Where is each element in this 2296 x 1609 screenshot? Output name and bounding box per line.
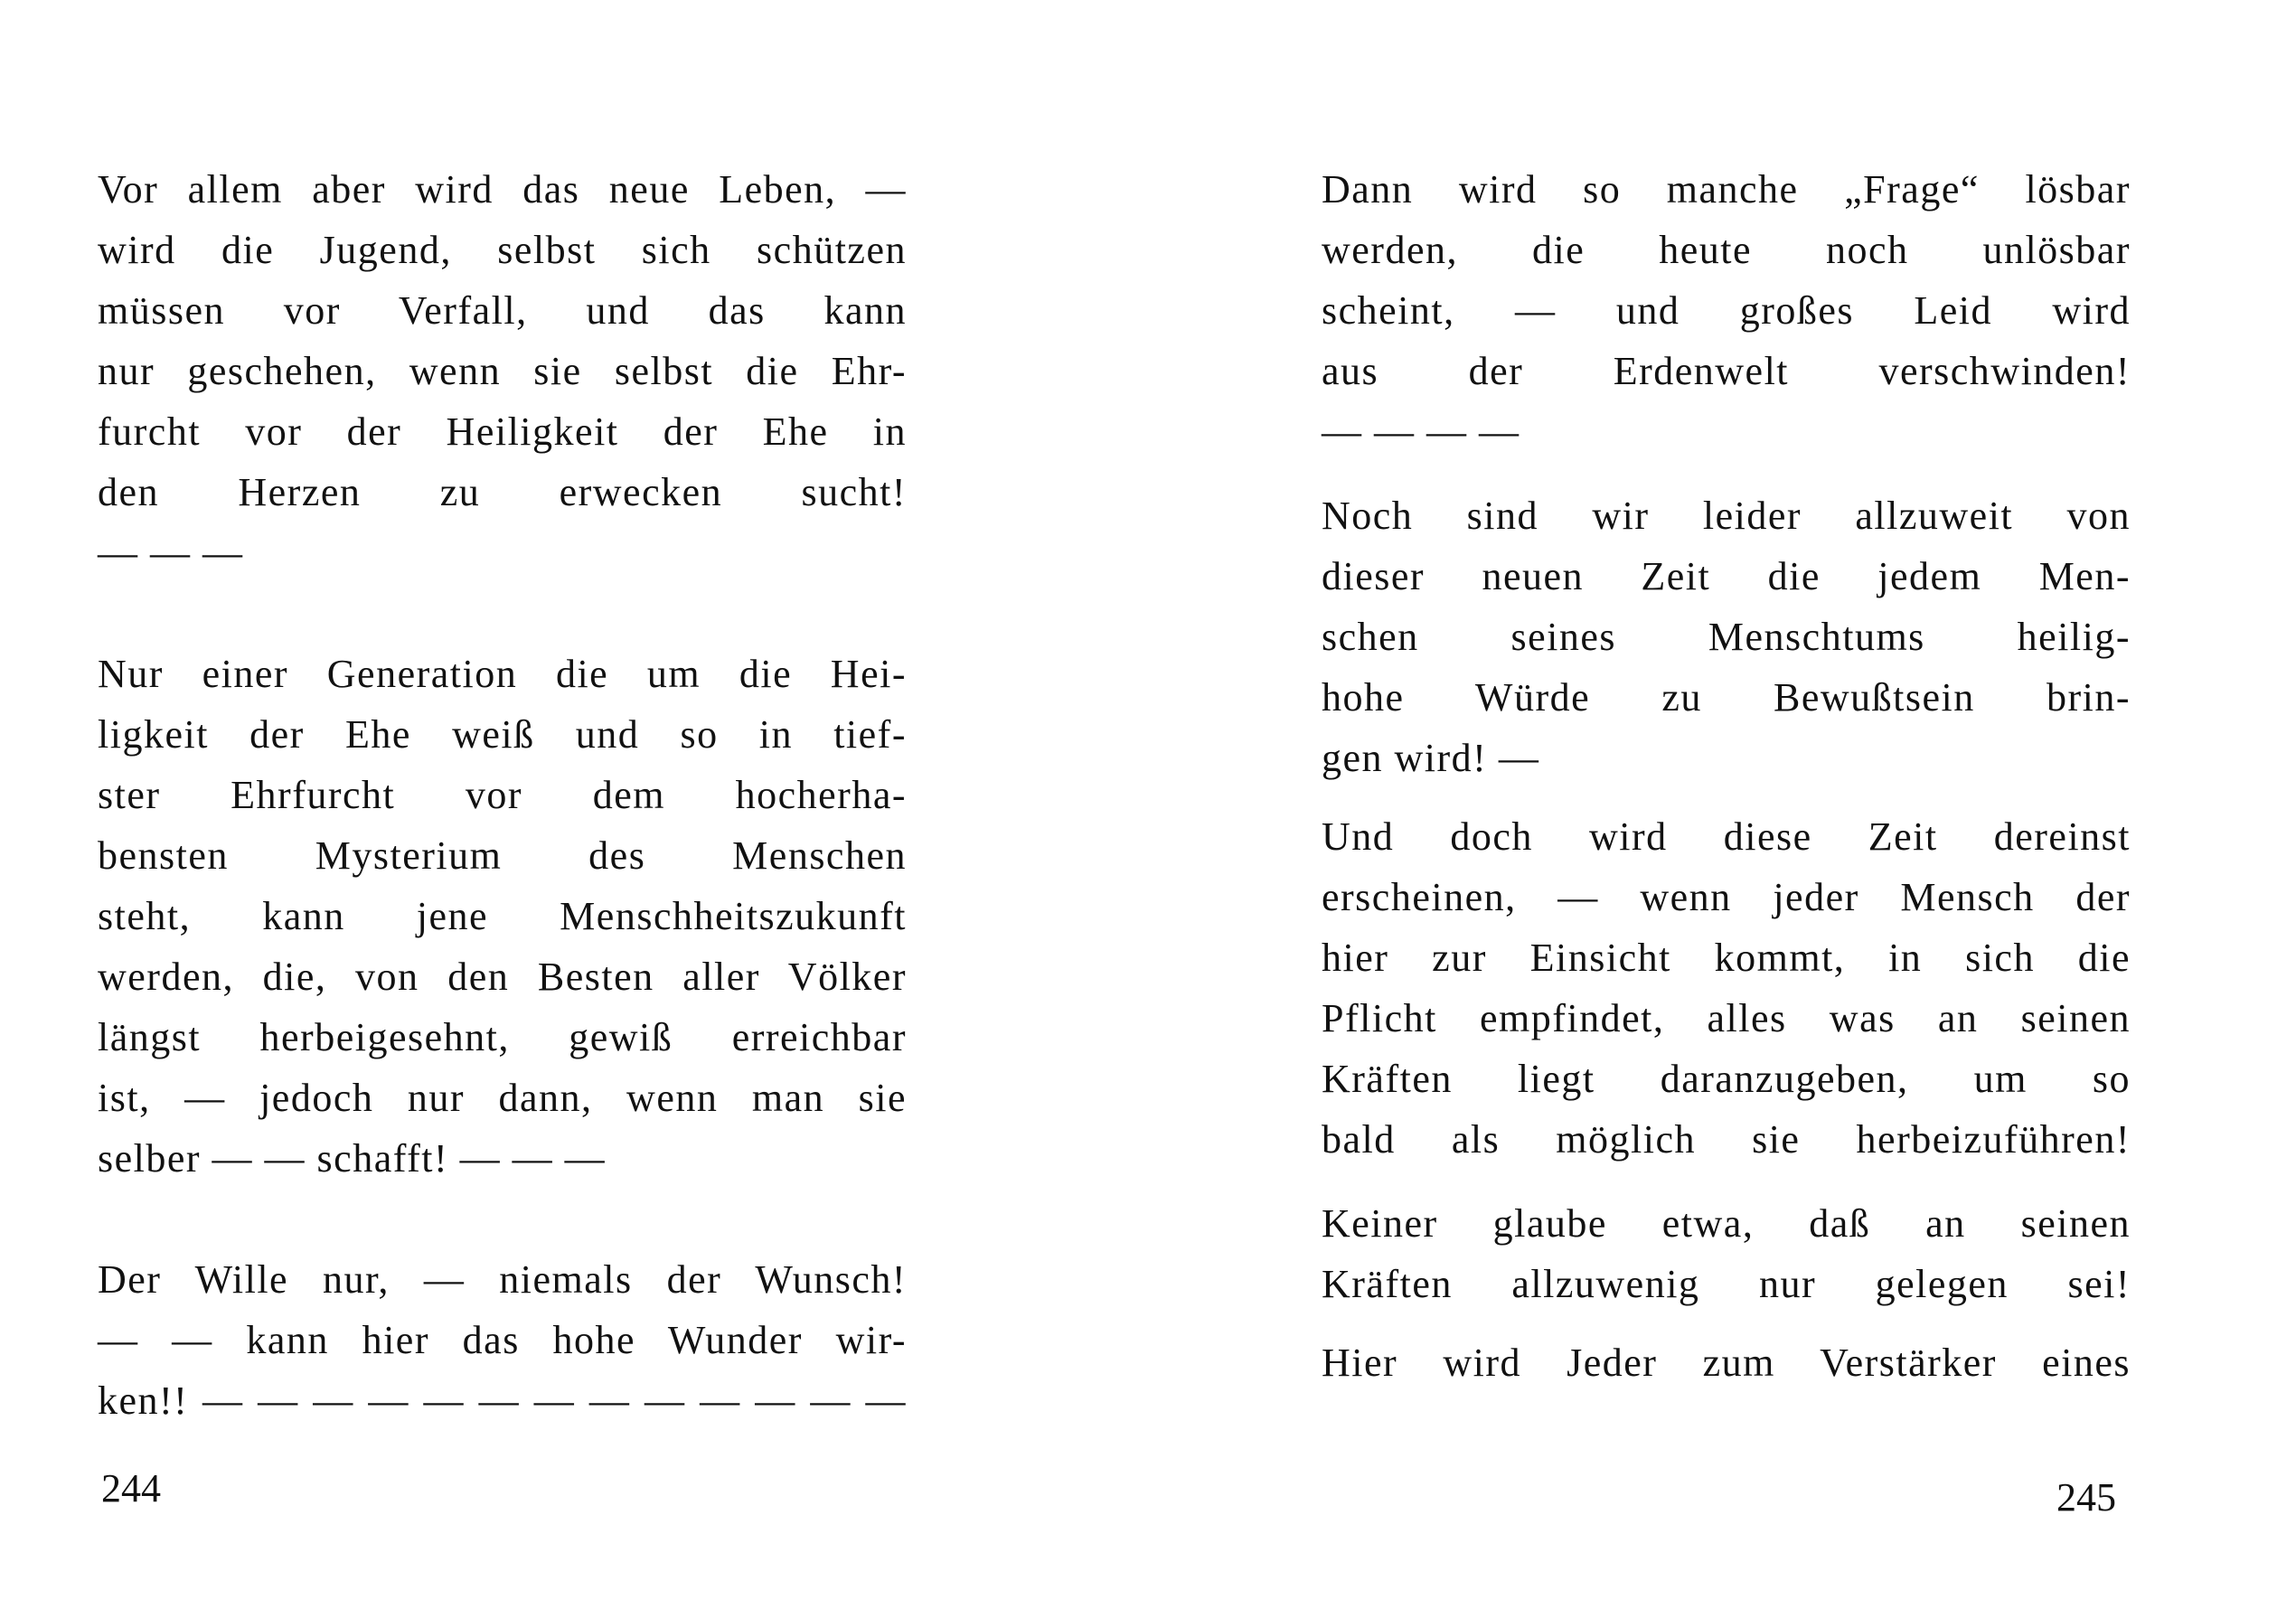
- text-line: Kräften allzuwenig nur gelegen sei!: [1322, 1262, 2131, 1306]
- text-line: Kräften liegt daranzugeben, um so: [1322, 1057, 2131, 1101]
- text-line: hohe Würde zu Bewußtsein brin-: [1322, 675, 2131, 720]
- text-line: Keiner glaube etwa, daß an seinen: [1322, 1201, 2131, 1246]
- dash-line: — — —: [98, 531, 244, 575]
- text-line: steht, kann jene Menschheitszukunft: [98, 894, 907, 938]
- text-line: selber — — schafft! — — —: [98, 1136, 607, 1181]
- page-number: 244: [101, 1466, 161, 1510]
- text-line: Dann wird so manche „Frage“ lösbar: [1322, 167, 2131, 212]
- text-line: hier zur Einsicht kommt, in sich die: [1322, 936, 2131, 980]
- paragraph: [1322, 159, 2131, 462]
- text-line: nur geschehen, wenn sie selbst die Ehr-: [98, 349, 907, 393]
- right-page: [1148, 0, 2296, 1609]
- text-line: den Herzen zu erwecken sucht!: [98, 470, 907, 514]
- text-line: — — kann hier das hohe Wunder wir-: [98, 1318, 907, 1362]
- paragraph: [98, 159, 907, 583]
- text-line: Und doch wird diese Zeit dereinst: [1322, 814, 2131, 859]
- right-page-text: [1322, 159, 2131, 1393]
- text-line: schen seines Menschtums heilig-: [1322, 615, 2131, 659]
- text-line: müssen vor Verfall, und das kann: [98, 288, 907, 333]
- text-line: erscheinen, — wenn jeder Mensch der: [1322, 875, 2131, 919]
- text-line: dieser neuen Zeit die jedem Men-: [1322, 554, 2131, 598]
- text-line: gen wird! —: [1322, 736, 1540, 780]
- paragraph: [1322, 1193, 2131, 1314]
- text-line: Vor allem aber wird das neue Leben, —: [98, 167, 907, 212]
- paragraph: [1322, 485, 2131, 788]
- page-number: 245: [2056, 1475, 2116, 1520]
- text-line: Pflicht empfindet, alles was an seinen: [1322, 996, 2131, 1040]
- paragraph: [1322, 1332, 2131, 1393]
- text-line: Hier wird Jeder zum Verstärker eines: [1322, 1341, 2131, 1385]
- text-line: längst herbeigesehnt, gewiß erreichbar: [98, 1015, 907, 1059]
- text-line: bald als möglich sie herbeizuführen!: [1322, 1117, 2131, 1162]
- text-line: werden, die, von den Besten aller Völker: [98, 955, 907, 999]
- text-line: ster Ehrfurcht vor dem hocherha-: [98, 773, 907, 817]
- text-line: ligkeit der Ehe weiß und so in tief-: [98, 712, 907, 757]
- text-line: aus der Erdenwelt verschwinden!: [1322, 349, 2131, 393]
- text-line: furcht vor der Heiligkeit der Ehe in: [98, 409, 907, 454]
- text-line: Noch sind wir leider allzuweit von: [1322, 494, 2131, 538]
- left-page-text: [98, 159, 907, 1431]
- paragraph: [98, 1249, 907, 1431]
- text-line: Der Wille nur, — niemals der Wunsch!: [98, 1257, 907, 1302]
- paragraph: [98, 644, 907, 1189]
- text-line: Nur einer Generation die um die Hei-: [98, 652, 907, 696]
- text-line: wird die Jugend, selbst sich schützen: [98, 228, 907, 272]
- dash-line: — — — —: [1322, 409, 1520, 454]
- paragraph: [1322, 806, 2131, 1170]
- text-line: ist, — jedoch nur dann, wenn man sie: [98, 1076, 907, 1120]
- text-line: ken!! — — — — — — — — — — — — —: [98, 1378, 907, 1423]
- text-line: werden, die heute noch unlösbar: [1322, 228, 2131, 272]
- text-line: bensten Mysterium des Menschen: [98, 833, 907, 878]
- text-line: scheint, — und großes Leid wird: [1322, 288, 2131, 333]
